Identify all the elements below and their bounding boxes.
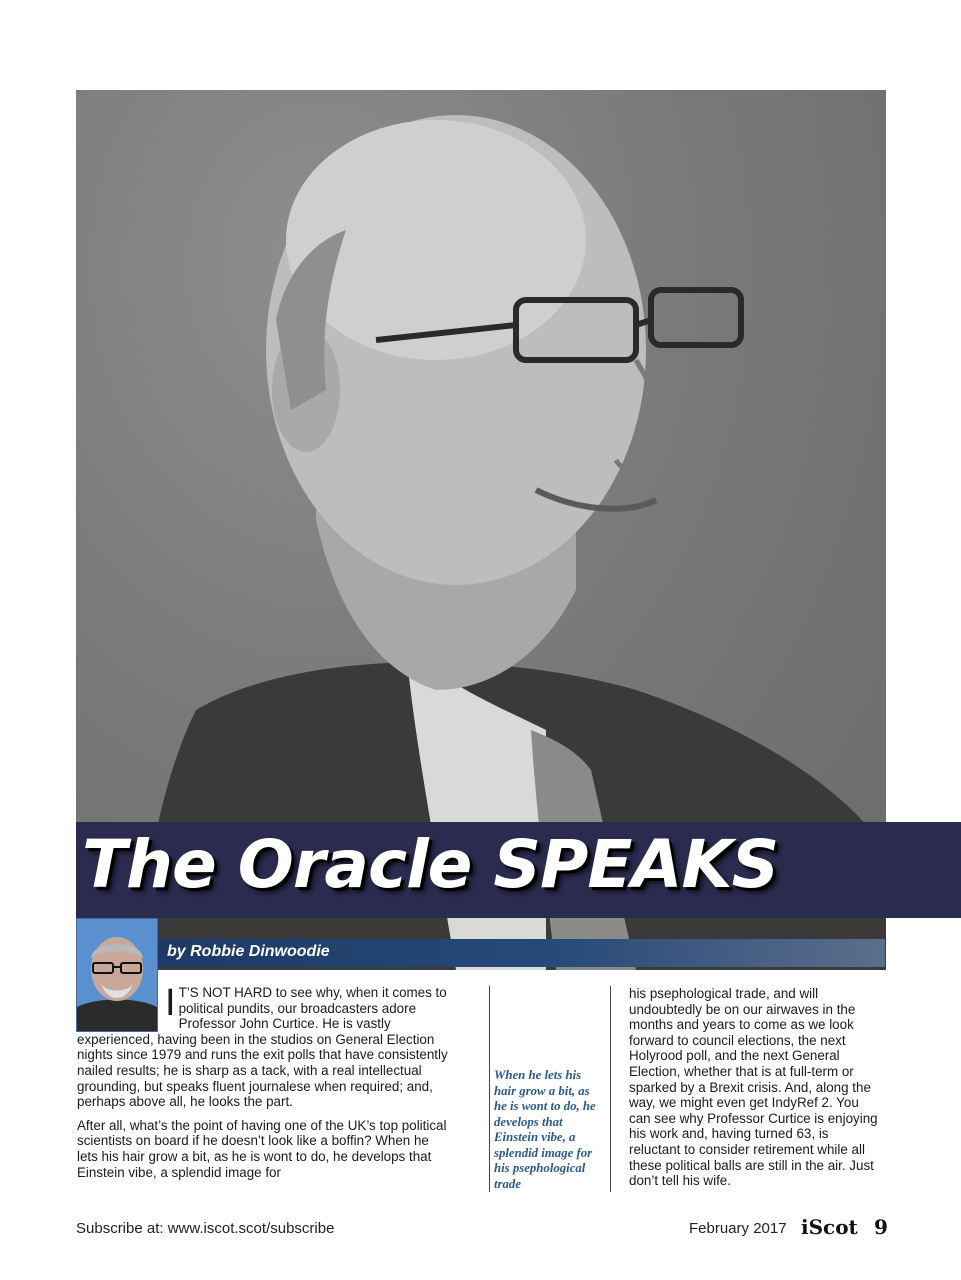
- article-column-1: [77, 982, 449, 1188]
- drop-cap: I: [165, 982, 176, 1024]
- pull-quote-rule-left: [489, 986, 490, 1192]
- paragraph-3: his psephological trade, and will undoubtedly be on our airwaves in the months and years to come as we look forward to council elections, the next Holyrood poll, and the next General Election, whether that is at full-term or sparked by a Brexit crisis. And, along the way, we might even get IndyRef 2. You can see why Professor Curtice is enjoying his work and, having turned 63, is reluctant to consider retirement while all these political balls are still in the air. Just don’t tell his wife.: [629, 986, 878, 1189]
- subscribe-link[interactable]: Subscribe at: www.iscot.scot/subscribe: [76, 1220, 335, 1237]
- pull-quote-rule-right: [610, 986, 611, 1192]
- paragraph-1: [77, 982, 449, 1110]
- issue-date: February 2017: [689, 1220, 787, 1237]
- pull-quote: When he lets his hair grow a bit, as he is wont to do, he develops that Einstein vibe, a splendid image for his psephological trade: [494, 1068, 596, 1191]
- paragraph-1-text: T’S NOT HARD to see why, when it comes to political pundits, our broadcasters adore Professor John Curtice. He is vastly experienced, having been in the studios on General Election nights since 1979 and runs the exit polls that have consistently nailed results; he is sharp as a tack, with a real intellectual grounding, but speaks fluent journalese when required; and, perhaps above all, he looks the part.: [77, 985, 448, 1110]
- iscot-logo: iScot: [801, 1215, 858, 1239]
- page-number: 9: [874, 1215, 888, 1239]
- paragraph-2: After all, what’s the point of having one of the UK’s top political scientists on board if he doesn’t look like a boffin? When he lets his hair grow a bit, as he is wont to do, he develops that Einstein vibe, a splendid image for: [77, 1117, 447, 1180]
- article-title: The Oracle SPEAKS: [82, 826, 779, 903]
- byline: by Robbie Dinwoodie: [167, 943, 330, 960]
- article-column-3: [629, 986, 881, 1197]
